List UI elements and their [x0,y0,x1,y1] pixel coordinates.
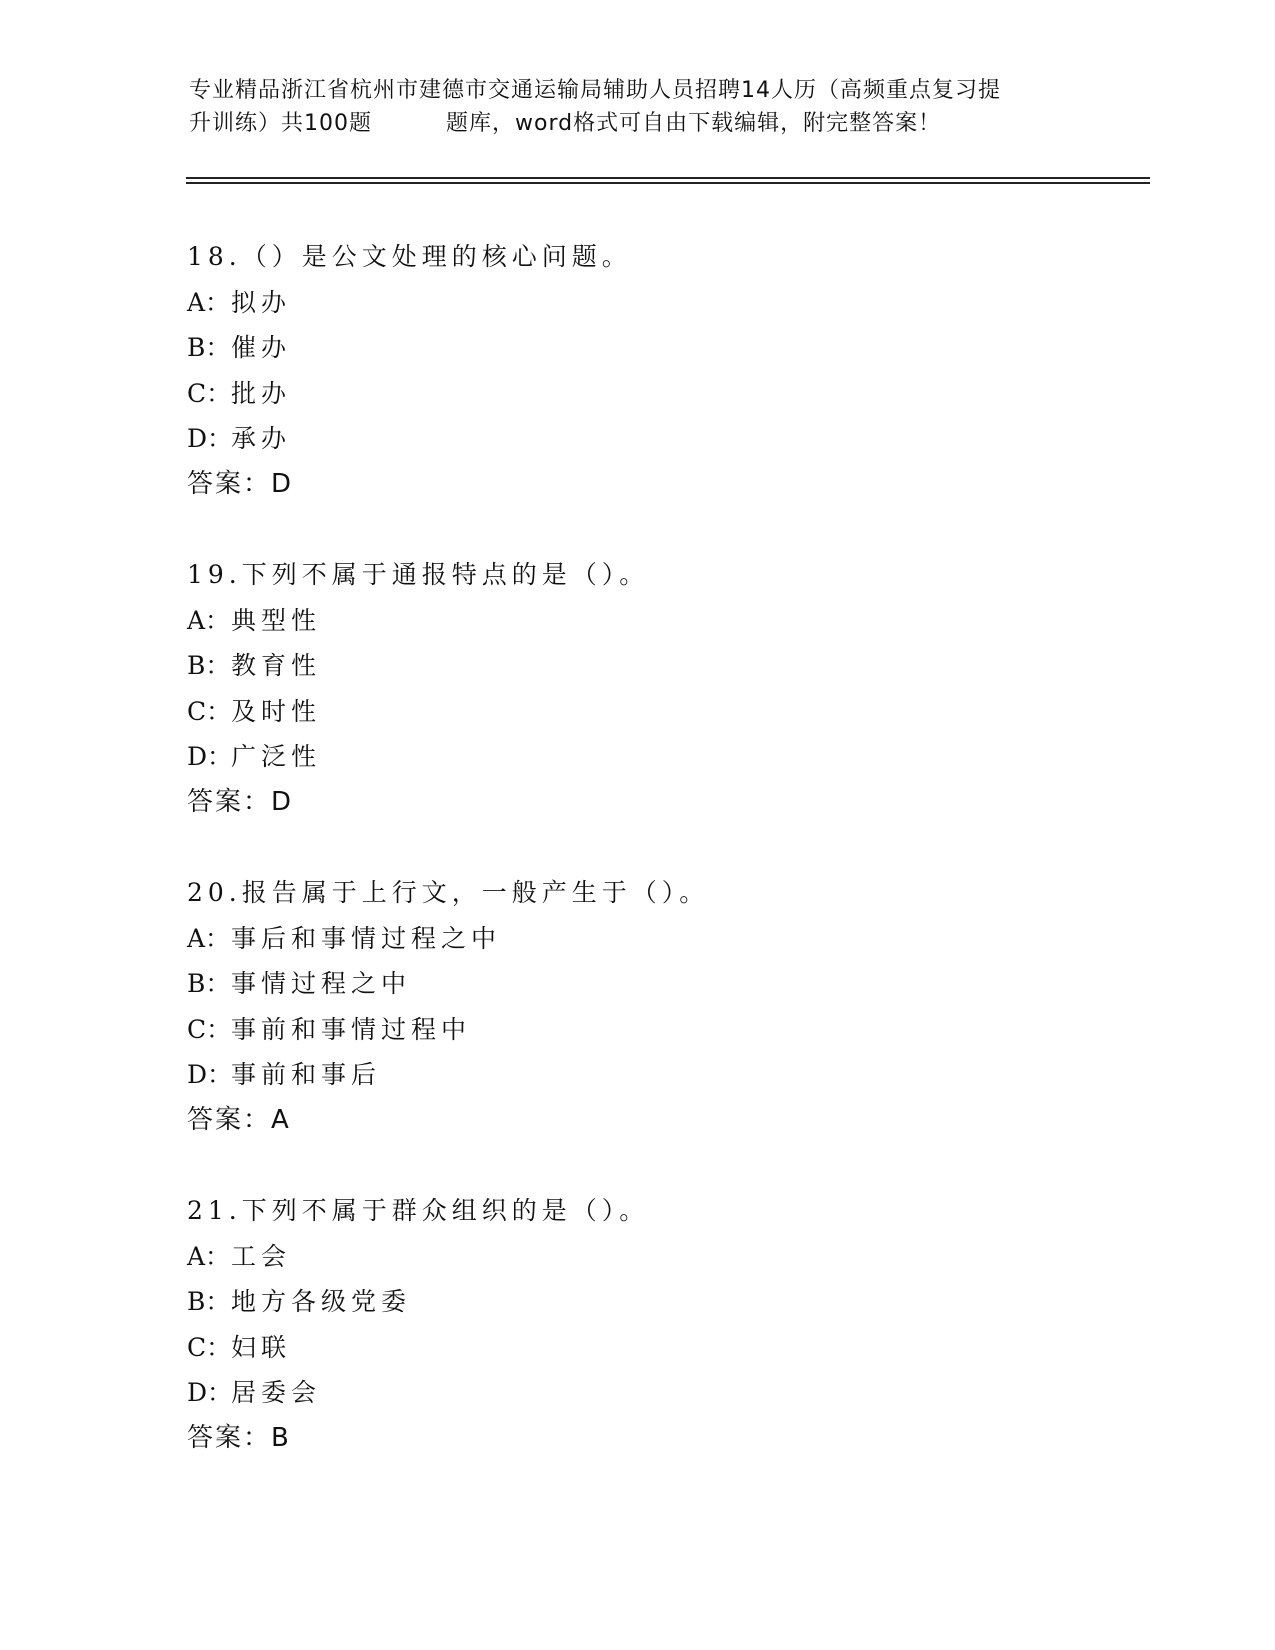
option-text: 工会 [231,1241,292,1271]
option-text: 事情过程之中 [231,969,412,998]
option-key: C： [187,1014,232,1044]
option-text: 教育性 [231,651,322,680]
option-b [187,961,1137,1007]
option-text: 广泛性 [231,742,322,771]
question-stem: 20.报告属于上行文，一般产生于（）。 [187,878,710,907]
header-line-2 [189,107,1089,140]
option-c [187,689,1137,735]
question-stem: 19.下列不属于通报特点的是（）。 [187,560,650,589]
option-a [187,598,1137,644]
option-key: D： [187,424,233,453]
option-c [187,1325,1137,1371]
option-text: 事后和事情过程之中 [231,923,502,953]
option-key: D： [187,1060,233,1089]
answer-line: 答案：D [187,468,294,499]
header-line-2-part-2: 题库，word格式可自由下载编辑，附完整答案！ [446,111,942,136]
option-key: C： [187,378,232,408]
option-a [187,1234,1137,1280]
question-block [187,234,1137,507]
option-c [187,371,1137,417]
question-block [187,870,1137,1143]
option-key: B： [187,1287,231,1316]
header-divider-top [186,177,1150,179]
answer-line: 答案：D [187,786,294,817]
option-key: A： [187,1241,231,1271]
question-block [187,1188,1137,1461]
option-a [187,280,1137,326]
answer-line: 答案：A [187,1104,291,1135]
option-key: B： [187,651,231,680]
option-key: A： [187,287,231,317]
option-key: C： [187,1332,232,1362]
document-header [189,74,1089,140]
header-line-2-part-1: 升训练）共100题 [189,111,372,136]
header-divider-bottom [186,182,1150,184]
option-d [187,416,1137,462]
option-b [187,325,1137,371]
option-key: B： [187,969,231,998]
option-d [187,734,1137,780]
option-key: B： [187,333,231,362]
answer-line: 答案：B [187,1422,291,1453]
question-stem: 18.（）是公文处理的核心问题。 [187,242,632,271]
option-text: 居委会 [231,1378,322,1407]
option-text: 事前和事后 [231,1060,382,1089]
option-key: A： [187,605,231,635]
option-text: 地方各级党委 [231,1287,412,1316]
option-text: 承办 [231,424,292,453]
option-b [187,643,1137,689]
option-b [187,1279,1137,1325]
option-a [187,916,1137,962]
option-d [187,1370,1137,1416]
question-block [187,552,1137,825]
option-key: A： [187,923,231,953]
option-text: 拟办 [231,287,292,317]
option-key: D： [187,742,233,771]
option-c [187,1007,1137,1053]
option-text: 典型性 [231,605,322,635]
option-text: 批办 [231,378,292,408]
option-text: 事前和事情过程中 [231,1014,472,1044]
option-text: 及时性 [231,696,322,726]
option-key: C： [187,696,232,726]
option-d [187,1052,1137,1098]
question-stem: 21.下列不属于群众组织的是（）。 [187,1196,650,1225]
option-text: 妇联 [231,1332,292,1362]
header-line-1: 专业精品浙江省杭州市建德市交通运输局辅助人员招聘14人历（高频重点复习提 [189,78,1001,103]
option-key: D： [187,1378,233,1407]
option-text: 催办 [231,333,292,362]
